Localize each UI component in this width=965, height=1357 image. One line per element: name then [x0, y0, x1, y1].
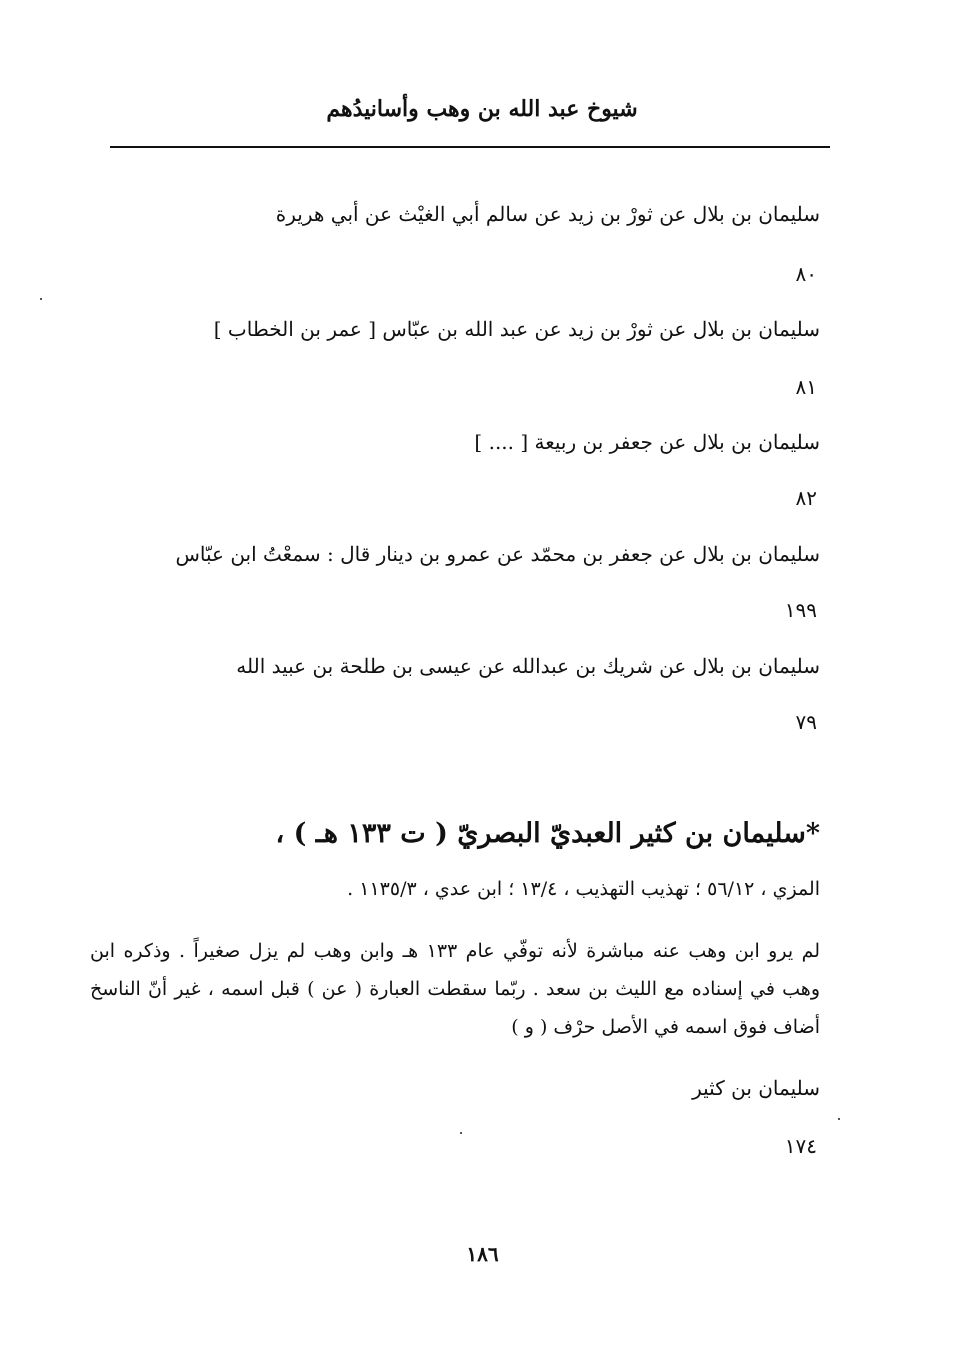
running-title: شيوخ عبد الله بن وهب وأسانيدُهم	[326, 96, 638, 122]
entry-3-number: ٨٢	[795, 486, 817, 510]
scan-speck	[40, 298, 42, 300]
entry-1-number: ٨٠	[795, 262, 817, 286]
entry-2-chain: سليمان بن بلال عن ثورْ بن زيد عن عبد الله بن عبّاس [ عمر بن الخطاب ]	[213, 317, 820, 341]
header-rule	[110, 146, 830, 148]
scan-speck	[838, 1118, 840, 1120]
page-number: ١٨٦	[466, 1242, 499, 1266]
entry-5-number: ٧٩	[795, 710, 817, 734]
entry-3-chain: سليمان بن بلال عن جعفر بن ربيعة [ .... ]	[474, 430, 820, 454]
entry-2-number: ٨١	[795, 375, 817, 399]
entry-4-chain: سليمان بن بلال عن جعفر بن محمّد عن عمرو بن دينار قال : سمعْتُ ابن عبّاس	[175, 542, 820, 566]
section-chain: سليمان بن كثير	[692, 1076, 820, 1100]
section-references: المزي ، ٥٦/١٢ ؛ تهذيب التهذيب ، ١٣/٤ ؛ ابن عدي ، ١١٣٥/٣ .	[347, 878, 820, 900]
section-number: ١٧٤	[784, 1134, 817, 1158]
entry-1-chain: سليمان بن بلال عن ثورْ بن زيد عن سالم أبي الغيْث عن أبي هريرة	[275, 202, 820, 226]
scan-speck	[460, 1132, 462, 1134]
section-note: لم يرو ابن وهب عنه مباشرة لأنه توفّي عام ١٣٣ هـ وابن وهب لم يزل صغيراً . وذكره ابن وهب في إسناده مع الليث بن سعد . ربّما سقطت العبارة ( عن ) قبل اسمه ، غير أنّ الناسخ أضاف فوق اسمه في الأصل حرْف ( و )	[90, 940, 820, 1038]
entry-5-chain: سليمان بن بلال عن شريك بن عبدالله عن عيسى بن طلحة بن عبيد الله	[236, 654, 820, 678]
entry-4-number: ١٩٩	[784, 598, 817, 622]
section-heading: *سليمان بن كثير العبديّ البصريّ ( ت ١٣٣ هـ ) ،	[275, 818, 820, 849]
